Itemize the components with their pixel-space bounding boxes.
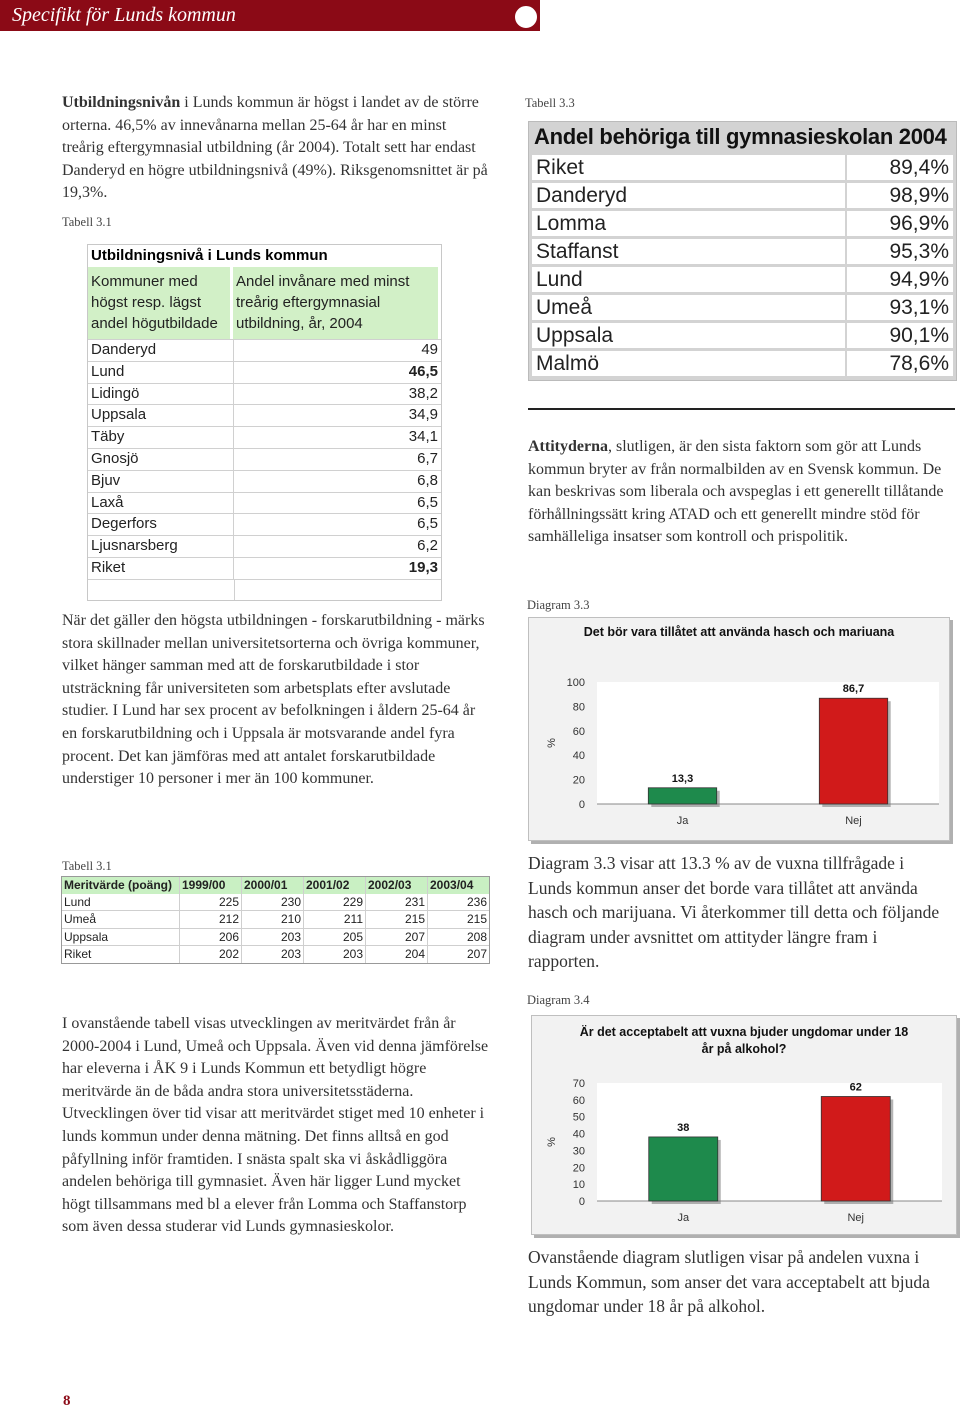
merit-header-cell: Meritvärde (poäng) — [64, 878, 173, 892]
bar-value-label: 38 — [677, 1121, 690, 1134]
chart-title: Är det acceptabelt att vuxna bjuder ungdomar under 18 år på alkohol? — [579, 1025, 909, 1056]
merit-row-value: 205 — [303, 929, 365, 946]
education-table-row — [88, 513, 441, 535]
merit-paragraph: I ovanstående tabell visas utvecklingen av meritvärdet från år 2000-2004 i Lund, Umeå och Uppsala. Även vid denna jämförelse har eleverna i ÅK 9 i Lunds Kommun ett betydligt högre meritvärde än de båda andra stora universitetsstäderna. Utvecklingen över tid visar att meritvärdet stiget med 10 enheter i lunds kommun under denna mätning. Det finns alltså en god påfyllning inför framtiden. I snästa spalt ska vi åskådliggöra andelen behöriga till gymnasiet. Även här ligger Lund mycket högt tillsammans med bl a elever från Lomma och Staffanstorp som även dessa studerar vid Lunds gymnasieskolor. — [62, 1015, 489, 1236]
y-tick-label: 0 — [578, 799, 585, 811]
merit-row-value: 207 — [365, 929, 427, 946]
diagram-caption-3-4: Diagram 3.4 — [527, 993, 590, 1007]
education-row-value: 6,5 — [417, 493, 438, 511]
diagram-3-3-paragraph: Diagram 3.3 visar att 13.3 % av de vuxna tillfrågade i Lunds kommun anser det borde vara tillåtet att använda hasch och marijuana. Vi återkommer till detta och följande diagram under avsnittet om attityder längre fram i rapporten. — [528, 853, 940, 971]
merit-row-value: 230 — [241, 894, 303, 911]
x-tick-label: Ja — [677, 1212, 690, 1224]
y-tick-label: 40 — [572, 750, 585, 763]
merit-row-value: 212 — [179, 911, 241, 928]
education-level-table — [87, 244, 442, 601]
eligibility-table — [528, 121, 957, 381]
intro-paragraph — [62, 92, 492, 205]
merit-header-cell: 2000/01 — [241, 877, 303, 894]
education-table-row — [88, 470, 441, 492]
intro-text: i Lunds kommun är högst i landet av de större orterna. 46,5% av innevånarna mellan 25-64 år har en minst treårig eftergymnasial utbildning (år 2004). Totalt sett har endast Danderyd en högre utbildningsnivå (49%). Riksgenomsnittet är på 19,3%. — [62, 94, 488, 202]
education-table-row — [88, 404, 441, 426]
education-table-row — [88, 448, 441, 470]
merit-row-value: 225 — [179, 894, 241, 911]
education-row-value: 49 — [421, 341, 438, 358]
education-table-title: Utbildningsnivå i Lunds kommun — [91, 247, 328, 264]
merit-row-value: 203 — [303, 946, 365, 963]
merit-row-value: 229 — [303, 894, 365, 911]
education-row-municipality: Danderyd — [88, 340, 234, 361]
research-paragraph: När det gäller den högsta utbildningen - forskarutbildning - märks stora skillnader mellan universitetsorterna och övriga kommuner, vilket hänger samman med att de forskarutbildade i stor utsträckning får universiteten som arbetsplats efter avslutade studier. I Lund har sex procent av befolkningen i åldern 25-64 år en forskarutbildning och i Uppsala är motsvarande andel fyra procent. Det kan jämföras med att antalet forskarutbildade understiger 10 personer i mer än 100 kommuner. — [62, 612, 485, 788]
y-tick-label: 30 — [572, 1145, 585, 1158]
merit-row-label: Uppsala — [64, 929, 109, 944]
diagram-3-4-paragraph: Ovanstående diagram slutligen visar på andelen vuxna i Lunds Kommun, som anser det vara acceptabelt att bjuda ungdomar under 18 år på alkohol. — [528, 1247, 930, 1316]
merit-table-row — [62, 945, 489, 963]
education-row-municipality: Täby — [88, 427, 234, 448]
y-tick-label: 40 — [572, 1128, 585, 1141]
page-header-title: Specifikt för Lunds kommun — [12, 4, 236, 26]
eligibility-table-row — [532, 239, 953, 264]
diagram-caption-3-3: Diagram 3.3 — [527, 598, 590, 612]
merit-header-cell: 2001/02 — [303, 877, 365, 894]
chart-hash-frame — [528, 617, 950, 841]
chart-title: Det bör vara tillåtet att använda hasch och mariuana — [583, 625, 895, 639]
x-tick-label: Nej — [845, 815, 862, 827]
y-tick-label: 20 — [572, 1162, 585, 1175]
eligibility-row-name: Riket — [532, 155, 845, 180]
attitudes-text: , slutligen, är den sista faktorn som gör att Lunds kommun bryter av från normalbilden av en Svensk kommun. De kan beskrivas som liberala och avspeglas i ett generellt tillåtande förhållningssätt kring ATAD och ett generellt mindre stöd för samhälleliga insatser som kontroll och prispolitik. — [528, 438, 944, 546]
merit-row-value: 202 — [179, 946, 241, 963]
y-tick-label: 70 — [572, 1078, 585, 1090]
eligibility-row-name: Umeå — [532, 295, 845, 320]
section-divider — [528, 408, 955, 410]
education-row-municipality: Gnosjö — [88, 449, 234, 470]
merit-row-value: 207 — [427, 946, 489, 963]
bar-nej — [819, 698, 887, 804]
education-table-row — [88, 361, 441, 383]
merit-header-cell: 2003/04 — [427, 877, 489, 894]
table-caption-3-1: Tabell 3.1 — [62, 215, 112, 229]
merit-row-value: 210 — [241, 911, 303, 928]
attitudes-paragraph — [528, 436, 948, 549]
education-table-header — [88, 267, 441, 339]
merit-row-value: 215 — [365, 911, 427, 928]
education-head-municipalities: Kommuner med högst resp. lägst andel högutbildade — [88, 267, 233, 339]
bar-value-label: 62 — [849, 1081, 862, 1094]
merit-row-value: 215 — [427, 911, 489, 928]
education-row-value: 19,3 — [408, 558, 438, 576]
merit-row-value: 231 — [365, 894, 427, 911]
y-tick-label: 50 — [572, 1111, 585, 1124]
page-number: 8 — [63, 1393, 71, 1409]
chart-alcohol-minors — [532, 1016, 956, 1234]
merit-table-row — [62, 894, 489, 911]
merit-row-value: 211 — [303, 911, 365, 928]
merit-row-value: 208 — [427, 929, 489, 946]
bar-value-label: 86,7 — [842, 683, 865, 696]
eligibility-row-value: 94,9% — [847, 267, 953, 292]
merit-table-row — [62, 928, 489, 946]
education-table-row — [88, 339, 441, 361]
y-tick-label: 60 — [572, 725, 585, 738]
eligibility-row-value: 78,6% — [847, 351, 953, 376]
x-tick-label: Ja — [676, 815, 689, 827]
y-tick-label: 10 — [572, 1179, 585, 1192]
eligibility-table-row — [532, 267, 953, 292]
education-row-value: 46,5 — [408, 362, 438, 380]
education-row-value: 6,8 — [417, 471, 438, 489]
eligibility-row-value: 95,3% — [847, 239, 953, 264]
bar-ja — [648, 788, 716, 804]
eligibility-row-name: Lund — [532, 267, 845, 292]
table-caption-3-3: Tabell 3.3 — [525, 96, 575, 110]
education-row-municipality: Uppsala — [88, 405, 234, 426]
intro-bold-lead: Utbildningsnivån — [62, 94, 181, 111]
merit-row-value: 204 — [365, 946, 427, 963]
eligibility-table-row — [532, 351, 953, 376]
merit-row-value: 203 — [241, 946, 303, 963]
education-row-municipality: Degerfors — [88, 514, 234, 535]
bar-value-label: 13,3 — [671, 772, 694, 785]
y-tick-label: 20 — [572, 774, 585, 787]
bar-nej — [821, 1096, 890, 1201]
education-table-row — [88, 492, 441, 514]
merit-row-label: Riket — [64, 947, 92, 962]
education-row-value: 34,9 — [408, 406, 438, 424]
merit-row-value: 236 — [427, 894, 489, 911]
education-table-row — [88, 426, 441, 448]
eligibility-row-name: Staffanst — [532, 239, 845, 264]
y-tick-label: 0 — [578, 1196, 585, 1208]
eligibility-table-title: Andel behöriga till gymnasieskolan 2004 — [534, 124, 947, 149]
merit-row-value: 203 — [241, 929, 303, 946]
y-tick-label: 100 — [566, 677, 585, 689]
y-axis-label: % — [546, 1137, 558, 1147]
merit-row-value: 206 — [179, 929, 241, 946]
bar-ja — [649, 1137, 718, 1201]
chart-hash-marijuana — [529, 618, 949, 840]
education-row-municipality: Bjuv — [88, 471, 234, 492]
education-row-municipality: Ljusnarsberg — [88, 536, 234, 557]
eligibility-row-value: 89,4% — [847, 155, 953, 180]
y-tick-label: 60 — [572, 1094, 585, 1107]
education-empty-row — [88, 579, 441, 600]
education-table-row — [88, 535, 441, 557]
attitudes-bold-lead: Attityderna — [528, 438, 608, 455]
education-head-share: Andel invånare med minst treårig eftergymnasial utbildning, år, 2004 — [233, 267, 438, 339]
merit-header-cell: 1999/00 — [179, 877, 241, 894]
eligibility-row-name: Malmö — [532, 351, 845, 376]
y-tick-label: 80 — [572, 701, 585, 714]
education-row-value: 6,7 — [417, 449, 438, 467]
eligibility-table-row — [532, 211, 953, 236]
education-row-municipality: Laxå — [88, 493, 234, 514]
education-row-municipality: Riket — [88, 558, 234, 579]
education-table-row — [88, 383, 441, 405]
eligibility-table-row — [532, 295, 953, 320]
merit-row-label: Umeå — [64, 912, 97, 927]
education-row-value: 6,2 — [417, 537, 438, 555]
merit-row-label: Lund — [64, 894, 91, 909]
chart-alcohol-frame — [531, 1015, 957, 1235]
education-row-value: 34,1 — [408, 428, 438, 446]
merit-value-table — [61, 876, 490, 964]
y-axis-label: % — [546, 738, 558, 748]
eligibility-row-name: Danderyd — [532, 183, 845, 208]
eligibility-table-row — [532, 183, 953, 208]
eligibility-row-value: 93,1% — [847, 295, 953, 320]
education-row-value: 38,2 — [408, 384, 438, 402]
merit-header-cell: 2002/03 — [365, 877, 427, 894]
eligibility-row-name: Uppsala — [532, 323, 845, 348]
eligibility-row-value: 96,9% — [847, 211, 953, 236]
merit-header-row — [62, 877, 489, 894]
merit-table-row — [62, 910, 489, 928]
eligibility-table-row — [532, 323, 953, 348]
table-caption-merit: Tabell 3.1 — [62, 859, 112, 873]
eligibility-row-name: Lomma — [532, 211, 845, 236]
x-tick-label: Nej — [847, 1212, 865, 1224]
education-row-municipality: Lund — [88, 362, 234, 383]
education-row-value: 6,5 — [417, 515, 438, 533]
eligibility-table-row — [532, 155, 953, 180]
header-circle-decoration — [513, 4, 539, 30]
eligibility-row-value: 98,9% — [847, 183, 953, 208]
education-row-municipality: Lidingö — [88, 384, 234, 405]
eligibility-row-value: 90,1% — [847, 323, 953, 348]
education-table-row — [88, 557, 441, 579]
